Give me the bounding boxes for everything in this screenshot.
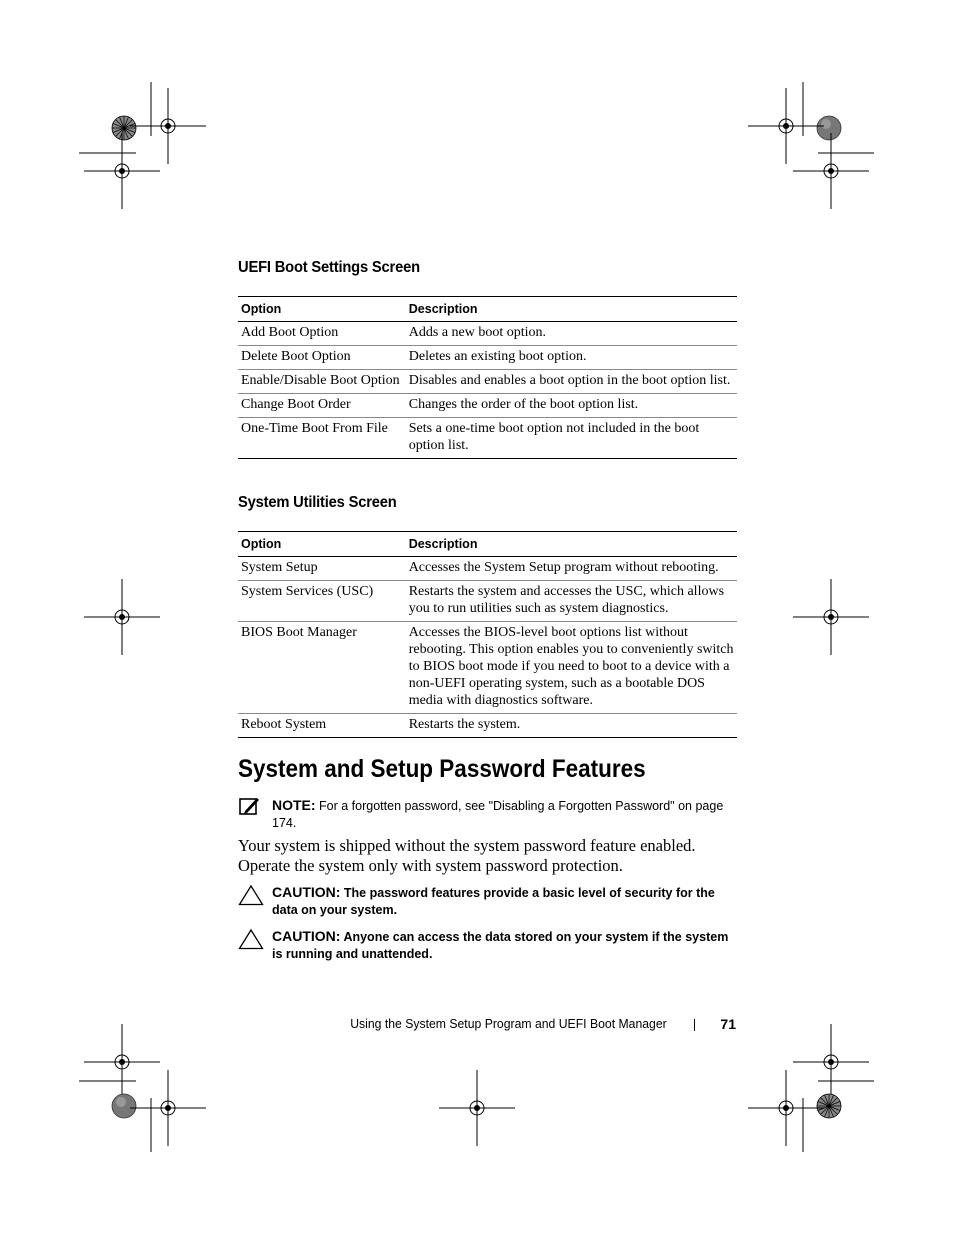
table-row — [238, 622, 737, 714]
section-heading-uefi-boot-settings: UEFI Boot Settings Screen — [238, 259, 420, 276]
page-footer — [300, 1016, 740, 1036]
table-row — [238, 418, 737, 459]
description-cell: Sets a one-time boot option not included in the boot option list. — [405, 418, 737, 459]
pencil-note-icon — [238, 796, 260, 816]
table-row — [238, 346, 737, 370]
caution-callout — [238, 928, 733, 968]
description-cell: Accesses the System Setup program without rebooting. — [405, 557, 737, 581]
caution-label: CAUTION: — [272, 884, 341, 900]
description-cell: Disables and enables a boot option in the boot option list. — [405, 370, 737, 394]
caution-text — [272, 928, 732, 963]
caution-text — [272, 884, 732, 919]
table-header-row — [238, 297, 737, 322]
column-header-description: Description — [405, 532, 737, 557]
caution-callout — [238, 884, 733, 924]
caution-triangle-icon — [238, 928, 264, 950]
option-cell: System Setup — [238, 557, 405, 581]
column-header-description: Description — [405, 297, 737, 322]
footer-separator — [694, 1019, 695, 1031]
note-body: For a forgotten password, see "Disabling a Forgotten Password" on page 174. — [272, 799, 724, 830]
description-cell: Accesses the BIOS-level boot options list without rebooting. This option enables you to conveniently switch to BIOS boot mode if you need to boot to a device with a non-UEFI operating system, such as a bootable DOS media with diagnostics software. — [405, 622, 737, 714]
table-row — [238, 370, 737, 394]
note-callout — [238, 796, 733, 836]
caution-body: The password features provide a basic level of security for the data on your system. — [272, 886, 715, 917]
description-cell: Adds a new boot option. — [405, 322, 737, 346]
caution-body: Anyone can access the data stored on your system if the system is running and unattended. — [272, 930, 729, 961]
option-cell: System Services (USC) — [238, 581, 405, 622]
description-cell: Restarts the system. — [405, 714, 737, 738]
body-paragraph: Your system is shipped without the system password feature enabled. Operate the system only with system password protection. — [238, 836, 696, 875]
option-cell: BIOS Boot Manager — [238, 622, 405, 714]
option-cell: Enable/Disable Boot Option — [238, 370, 405, 394]
uefi-boot-settings-table — [238, 296, 737, 459]
footer-chapter-title: Using the System Setup Program and UEFI Boot Manager — [350, 1016, 667, 1031]
table-row — [238, 714, 737, 738]
system-utilities-table — [238, 531, 737, 738]
caution-triangle-icon — [238, 884, 264, 906]
note-text — [272, 797, 732, 832]
section-heading-system-utilities: System Utilities Screen — [238, 494, 397, 511]
option-cell: Change Boot Order — [238, 394, 405, 418]
table-row — [238, 394, 737, 418]
table-row — [238, 581, 737, 622]
caution-label: CAUTION: — [272, 928, 341, 944]
note-label: NOTE: — [272, 797, 316, 813]
table-row — [238, 322, 737, 346]
column-header-option: Option — [238, 297, 405, 322]
option-cell: Reboot System — [238, 714, 405, 738]
page-number: 71 — [720, 1016, 736, 1032]
option-cell: Add Boot Option — [238, 322, 405, 346]
column-header-option: Option — [238, 532, 405, 557]
description-cell: Changes the order of the boot option list. — [405, 394, 737, 418]
table-header-row — [238, 532, 737, 557]
option-cell: One-Time Boot From File — [238, 418, 405, 459]
table-row — [238, 557, 737, 581]
description-cell: Deletes an existing boot option. — [405, 346, 737, 370]
description-cell: Restarts the system and accesses the USC, which allows you to run utilities such as system diagnostics. — [405, 581, 737, 622]
page-heading: System and Setup Password Features — [238, 755, 646, 783]
option-cell: Delete Boot Option — [238, 346, 405, 370]
